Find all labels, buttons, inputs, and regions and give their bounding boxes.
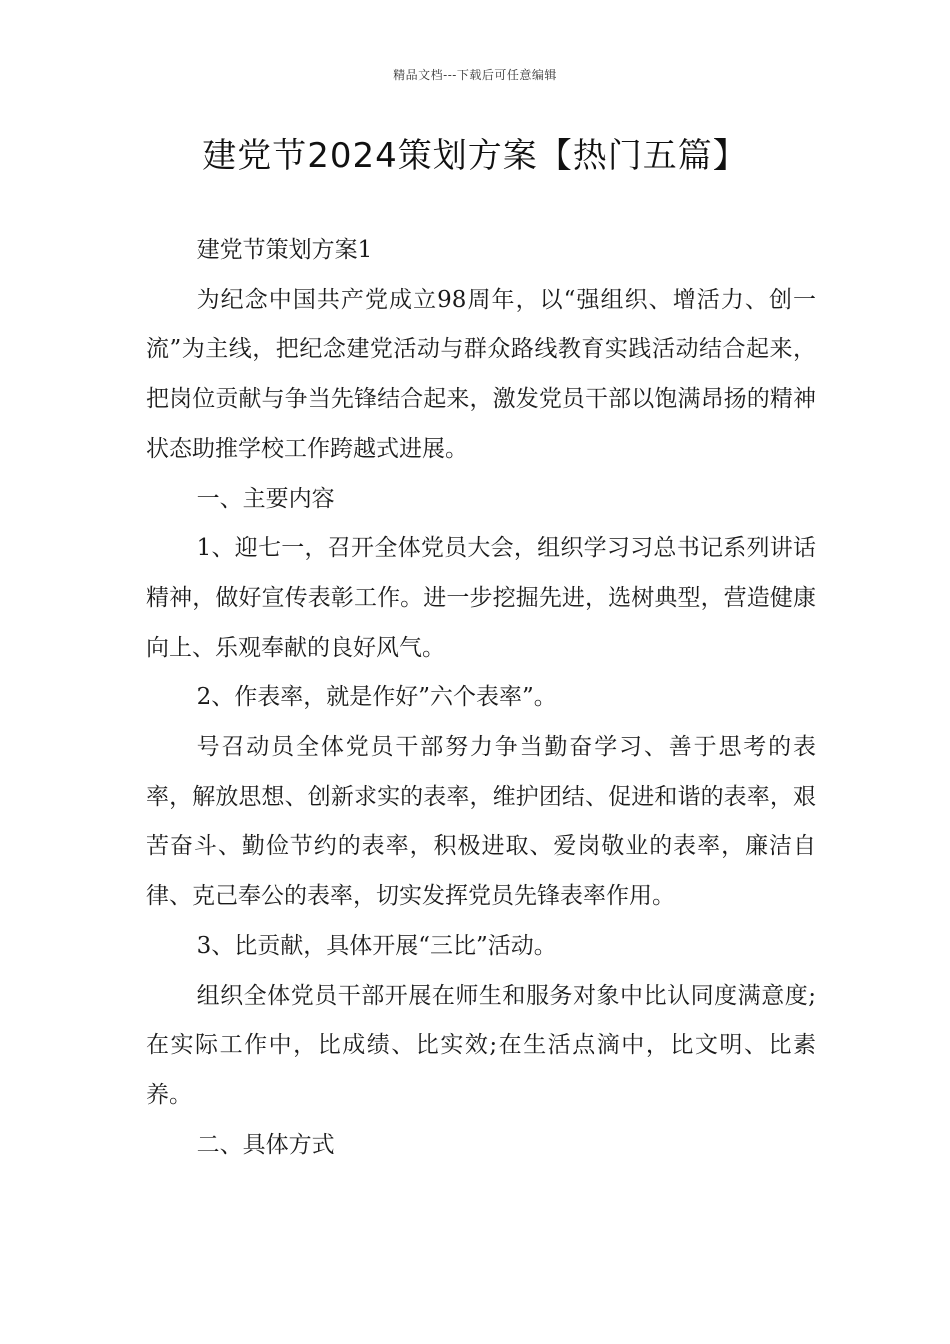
item-paragraph-1: 1、迎七一，召开全体党员大会，组织学习习总书记系列讲话精神，做好宣传表彰工作。进一步挖掘先进，选树典型，营造健康向上、乐观奉献的良好风气。 bbox=[146, 535, 816, 661]
document-body bbox=[146, 226, 816, 1170]
item-heading-2: 2、作表率，就是作好”六个表率”。 bbox=[196, 684, 557, 711]
intro-paragraph: 为纪念中国共产党成立98周年，以“强组织、增活力、创一流”为主线，把纪念建党活动与群众路线教育实践活动结合起来，把岗位贡献与争当先锋结合起来，激发党员干部以饱满昂扬的精神状态助推学校工作跨越式进展。 bbox=[146, 286, 816, 462]
section-heading-main-content: 一、主要内容 bbox=[196, 485, 335, 512]
item-paragraph-3: 组织全体党员干部开展在师生和服务对象中比认同度满意度;在实际工作中，比成绩、比实效;在生活点滴中，比文明、比素养。 bbox=[146, 982, 816, 1108]
section-heading-plan-1: 建党节策划方案1 bbox=[196, 237, 373, 263]
item-paragraph-2: 号召动员全体党员干部努力争当勤奋学习、善于思考的表率，解放思想、创新求实的表率，维护团结、促进和谐的表率，艰苦奋斗、勤俭节约的表率，积极进取、爱岗敬业的表率，廉洁自律、克己奉公的表率，切实发挥党员先锋表率作用。 bbox=[146, 734, 816, 910]
header-note: 精品文档---下载后可任意编辑 bbox=[393, 68, 557, 82]
document-title: 建党节2024策划方案【热门五篇】 bbox=[202, 136, 748, 176]
item-heading-3: 3、比贡献，具体开展“三比”活动。 bbox=[196, 932, 557, 959]
section-heading-methods: 二、具体方式 bbox=[196, 1131, 335, 1158]
